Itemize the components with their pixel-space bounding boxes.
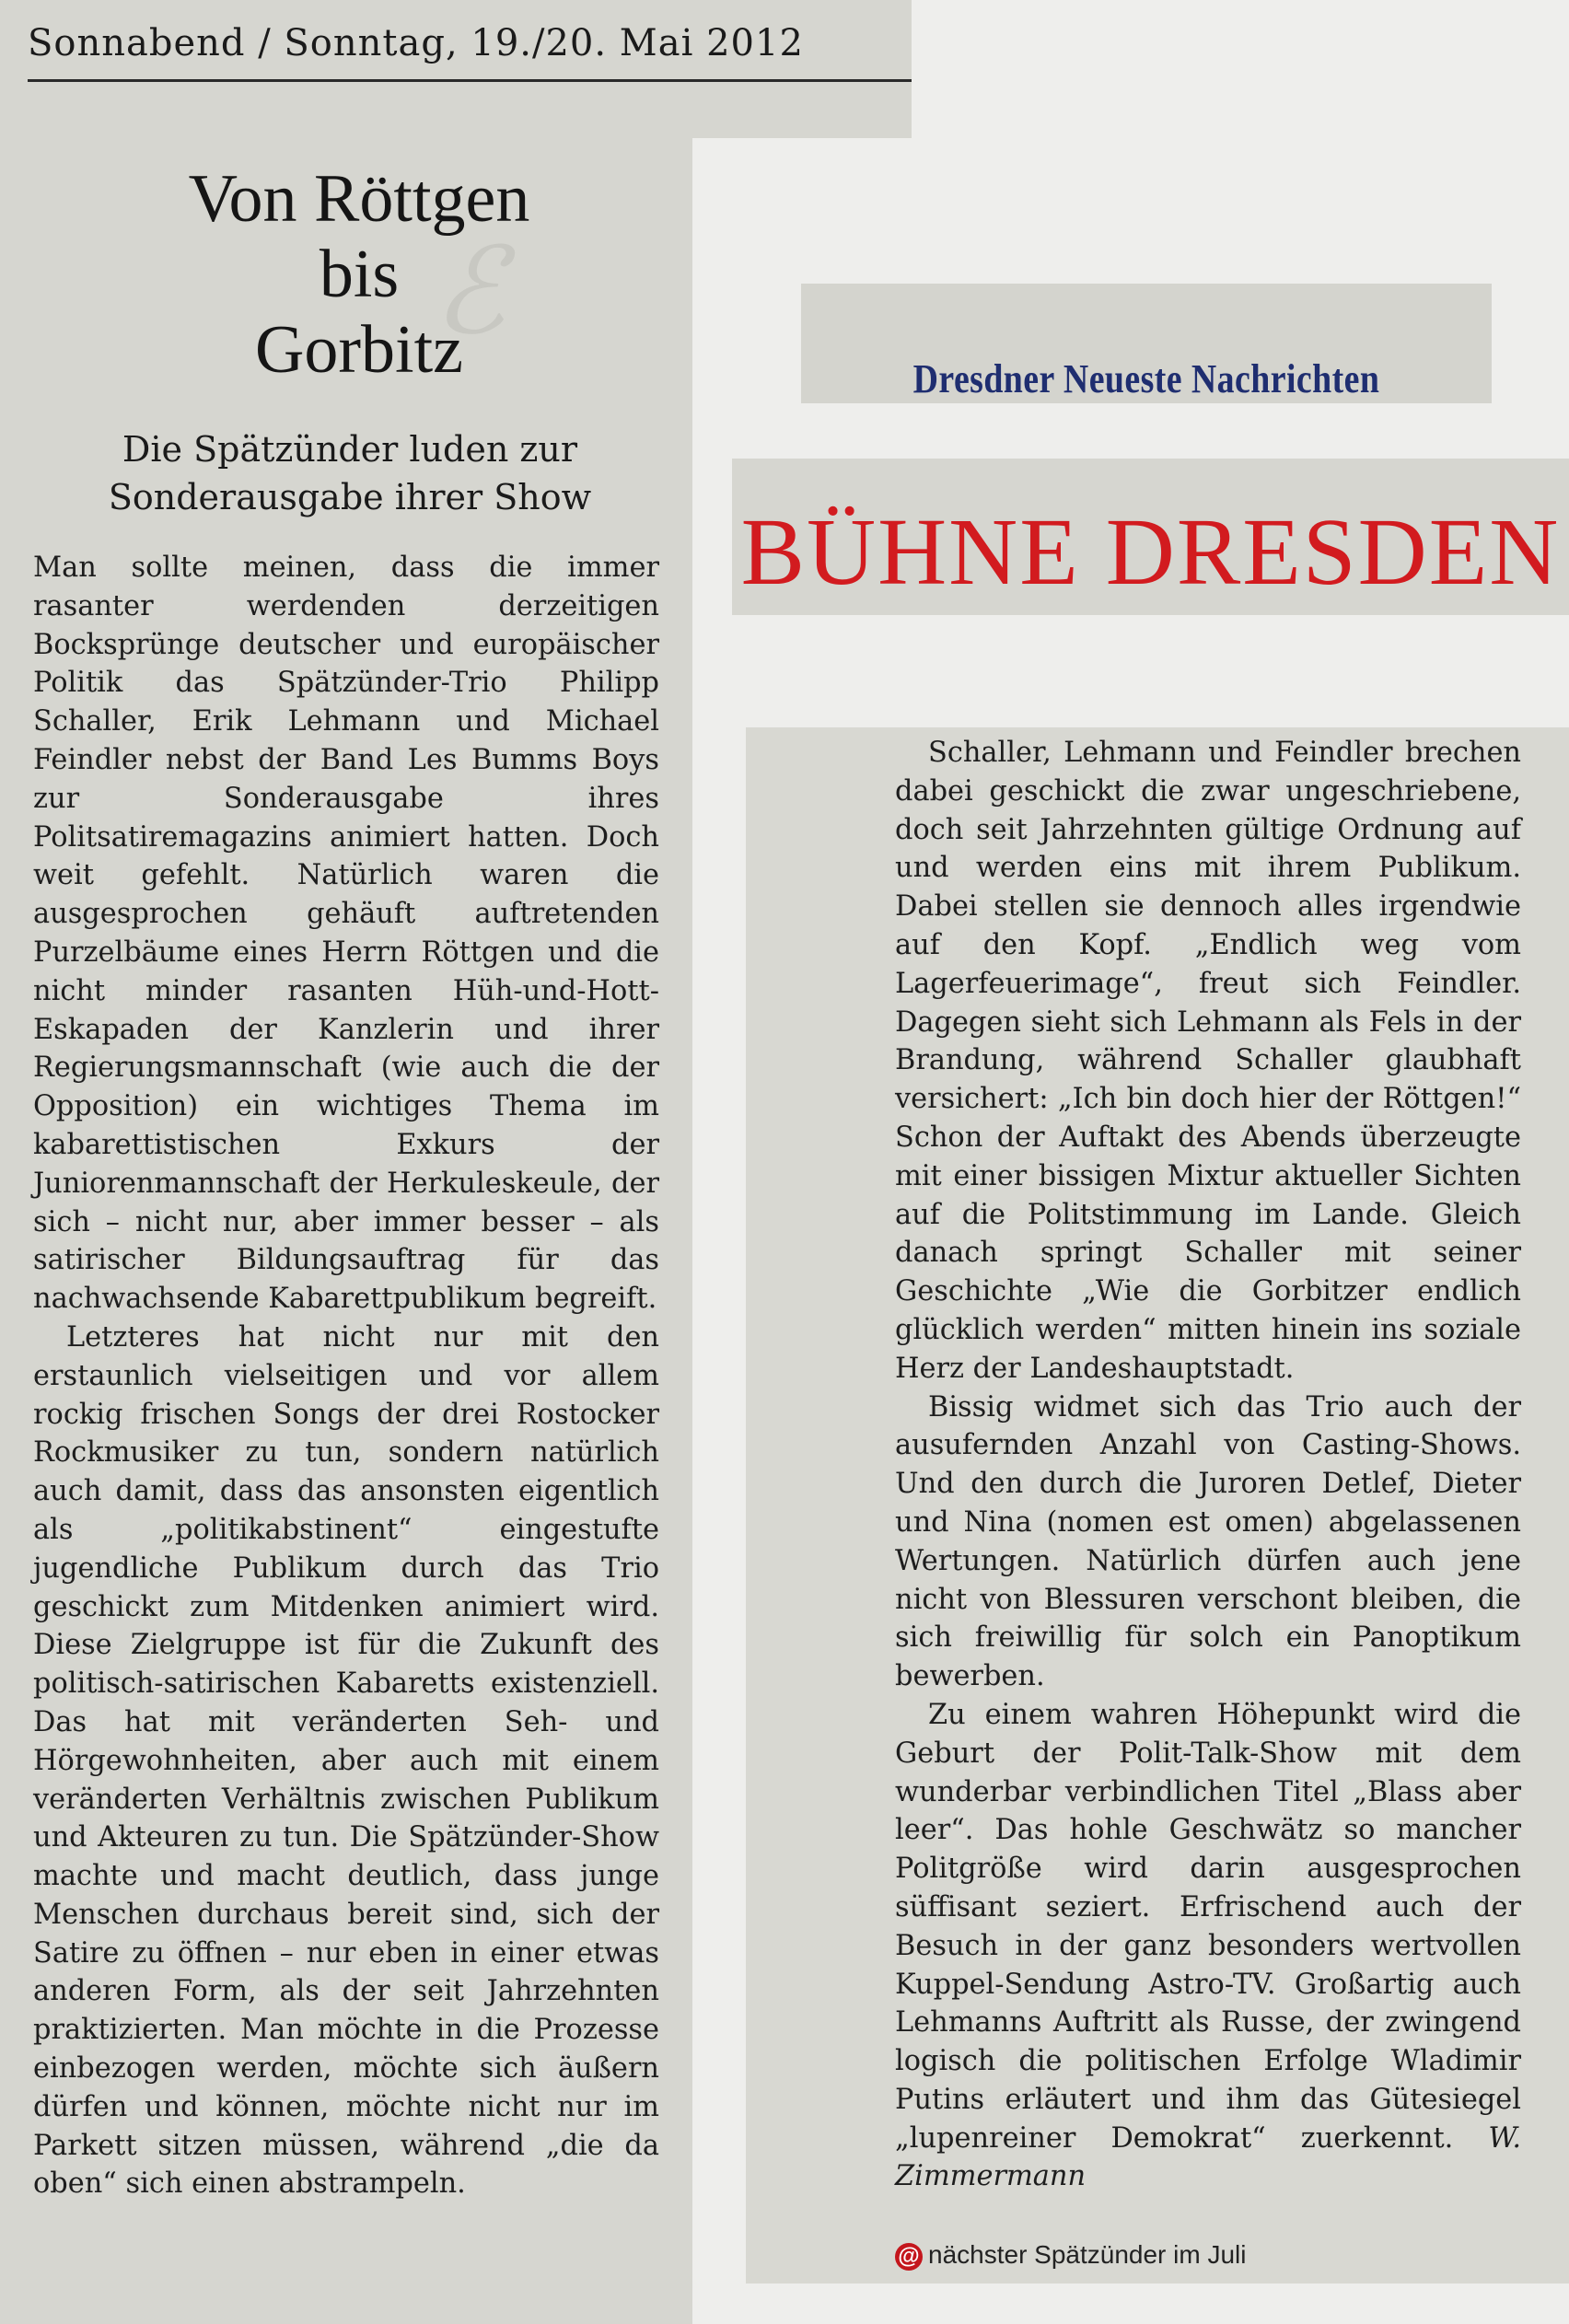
paragraph: Man sollte meinen, dass die immer rasanter werdenden derzeitigen Bocksprünge deutscher und europäischer Politik das Spätzünder-Trio Philipp Schaller, Erik Lehmann und Michael Feindler nebst der Band Les Bumms Boys zur Sonderausgabe ihres Politsatiremagazins animiert hatten. Doch weit gefehlt. Natürlich waren die ausgesprochen gehäuft auftretenden Purzelbäume eines Herrn Röttgen und die nicht minder rasanten Hüh-und-Hott-Eskapaden der Kanzlerin und ihrer Regierungsmannschaft (wie auch die der Opposition) ein wichtiges Thema im kabarettistischen Exkurs der Juniorenmannschaft der Herkuleskeule, der sich – nicht nur, aber immer besser – als satirischer Bildungsauftrag für das nachwachsende Kabarettpublikum begreift. <box>33 552 659 1316</box>
header-rule <box>28 79 912 82</box>
byline: W. Zimmermann <box>895 2121 1521 2193</box>
paragraph: Schaller, Lehmann und Feindler brechen dabei geschickt die zwar ungeschriebene, doch seit Jahrzehnten gültige Ordnung auf und werden eins mit ihrem Publikum. Dabei stellen sie dennoch alles irgendwie auf den Kopf. „Endlich weg vom Lagerfeuerimage“, freut sich Feindler. Dagegen sieht sich Lehmann als Fels in der Brandung, während Schaller glaubhaft versichert: „Ich bin doch hier der Röttgen!“ Schon der Auftakt des Abends überzeugte mit einer bissigen Mixtur aktueller Sichten auf die Politstimmung im Lande. Gleich danach springt Schaller mit seiner Geschichte „Wie die Gorbitzer endlich glücklich werden“ mitten hinein ins soziale Herz der Landeshauptstadt. <box>895 737 1521 1385</box>
subheadline <box>28 425 672 521</box>
footer-note <box>895 2240 1247 2271</box>
headline-line: Gorbitz <box>254 312 464 388</box>
footer-note-text: nächster Spätzünder im Juli <box>928 2240 1247 2269</box>
section-title: BÜHNE DRESDEN <box>740 499 1561 605</box>
paragraph <box>895 1696 1521 2196</box>
web-at-icon: @ <box>895 2243 923 2271</box>
paragraph-text: Zu einem wahren Höhepunkt wird die Geburt der Polit-Talk-Show mit dem wunderbar verbindlichen Titel „Blass aber leer“. Das hohle Geschwätz so mancher Politgröße wird darin ausgesprochen süffisant seziert. Erfrischend auch der Besuch in der ganz besonders wertvollen Kuppel-Sendung Astro-TV. Großartig auch Lehmanns Auftritt als Russe, der zwingend logisch die politischen Erfolge Wladimir Putins erläutert und ihm das Gütesiegel „lupenreiner Demokrat“ zuerkennt. <box>895 1698 1521 2155</box>
header-clipping <box>0 0 912 138</box>
date-line: Sonnabend / Sonntag, 19./20. Mai 2012 <box>28 22 804 64</box>
paragraph: Bissig widmet sich das Trio auch der ausufernden Anzahl von Casting-Shows. Und den durch die Juroren Detlef, Dieter und Nina (nomen est omen) abgelassenen Wertungen. Natürlich dürfen auch jene nicht von Blessuren verschont bleiben, die sich freiwillig für solch ein Panoptikum bewerben. <box>895 1390 1521 1693</box>
paragraph: Letzteres hat nicht nur mit den erstaunlich vielseitigen und vor allem rockig frischen Songs der drei Rostocker Rockmusiker zu tun, sondern natürlich auch damit, dass das ansonsten eigentlich als „politikabstinent“ eingestufte jugendliche Publikum durch das Trio geschickt zum Mitdenken animiert wird. Diese Zielgruppe ist für die Zukunft des politisch-satirischen Kabaretts existenziell. Das hat mit veränderten Seh- und Hörgewohnheiten, aber auch mit einem veränderten Verhältnis zwischen Publikum und Akteuren zu tun. Die Spätzünder-Show machte und macht deutlich, dass junge Menschen durchaus bereit sind, sich der Satire zu öffnen – nur eben in einer etwas anderen Form, als der seit Jahrzehnten praktizierten. Man möchte in die Prozesse einbezogen werden, möchte sich äußern dürfen und können, möchte nicht nur im Parkett sitzen müssen, während „die da oben“ sich einen abstrampeln. <box>33 1320 659 2201</box>
article-column-right <box>895 734 1521 2196</box>
headline <box>64 161 654 388</box>
subhead-line: Die Spätzünder luden zur <box>122 429 578 470</box>
article-column-left <box>33 549 659 2203</box>
show-through-shape: ℰ <box>433 227 506 359</box>
subhead-line: Sonderausgabe ihrer Show <box>108 477 592 517</box>
headline-line: Von Röttgen <box>188 161 530 237</box>
newspaper-name: Dresdner Neueste Nachrichten <box>912 356 1380 401</box>
headline-line: bis <box>319 237 400 312</box>
